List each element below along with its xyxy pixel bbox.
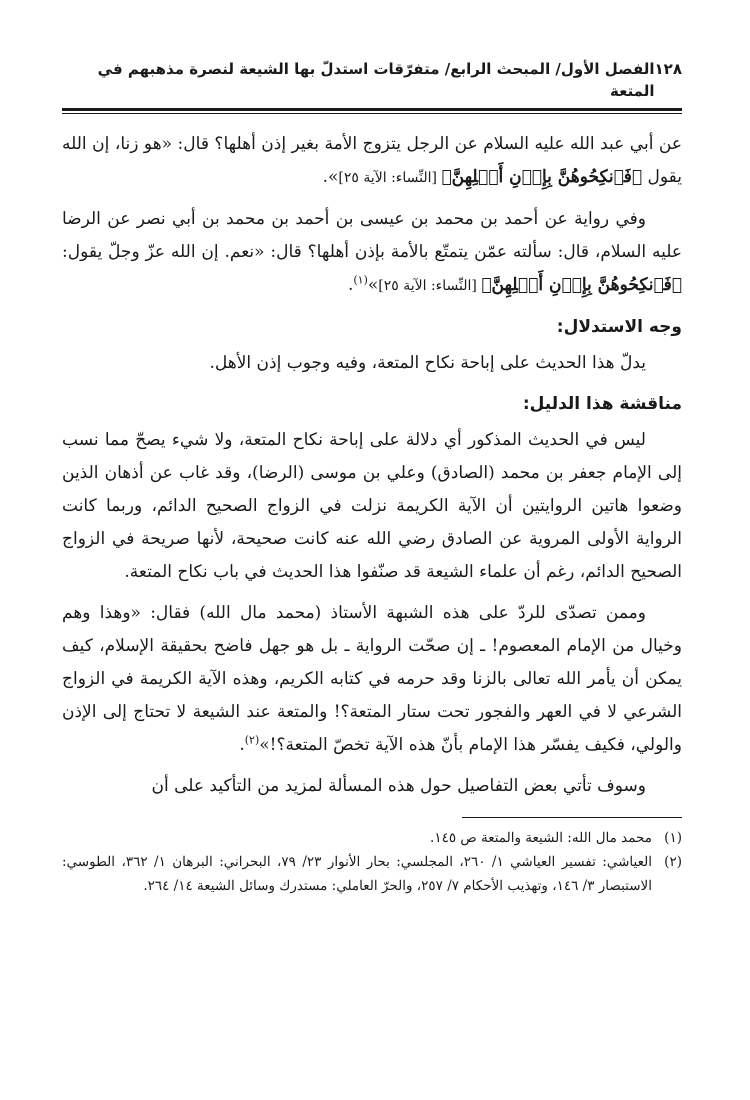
running-header [62, 58, 682, 108]
footnote-ref-1[interactable]: (١) [353, 273, 368, 287]
paragraph-4-text: ليس في الحديث المذكور أي دلالة على إباحة نكاح المتعة، ولا شيء يصحّ مما نسب إلى الإمام جعفر بن محمد (الصادق) وعلي بن موسى (الرضا)، وقد غاب عن أذهان الذين وضعوا هاتين الروايتين أن الآية الكريمة نزلت في الزواج الصحيح الدائم، وربما كانت الرواية الأولى المروية عن الصادق رضي الله عنه كانت صحيحة، لأنها صريحة في الزواج الصحيح الدائم، رغم أن علماء الشيعة قد صنّفوا هذا الحديث في باب نكاح المتعة. [62, 430, 682, 582]
book-page [62, 58, 682, 1078]
paragraph-4 [62, 424, 682, 589]
footnote-separator [462, 817, 682, 818]
paragraph-3-text: يدلّ هذا الحديث على إباحة نكاح المتعة، وفيه وجوب إذن الأهل. [209, 353, 646, 373]
paragraph-6 [62, 770, 682, 803]
footnotes [62, 826, 682, 898]
running-title: الفصل الأول/ المبحث الرابع/ متفرّقات استدلّ بها الشيعة لنصرة مذهبهم في المتعة [97, 60, 655, 100]
footnote-text: محمد مال الله: الشيعة والمتعة ص ١٤٥. [430, 830, 652, 846]
paragraph-5-text: وممن تصدّى للردّ على هذه الشبهة الأستاذ (محمد مال الله) فقال: «وهذا وهم وخيال من الإمام المعصوم! ـ إن صحّت الرواية ـ بل هو جهل فاضح بحقيقة الإسلام، كيف يمكن أن يأمر الله تعالى بالزنا وقد حرمه في كتابه الكريم، وهذه الآية الكريمة في الزواج الشرعي لا في العهر والفجور تحت ستار المتعة؟! والمتعة عند الشيعة لا تحتاج إلى الإذن والولي، فكيف يفسّر هذا الإمام بأنّ هذه الآية تخصّ المتعة؟!» [62, 603, 682, 755]
footnote-2 [62, 850, 682, 898]
paragraph-5-end: . [239, 735, 245, 755]
verse-citation: [النِّساء: الآية ٢٥] [338, 170, 442, 186]
paragraph-2 [62, 203, 682, 303]
verse-citation: [النِّساء: الآية ٢٥] [378, 278, 482, 294]
paragraph-6-text: وسوف تأتي بعض التفاصيل حول هذه المسألة لمزيد من التأكيد على أن [151, 776, 646, 796]
page-number: ١٢٨ [654, 60, 682, 78]
header-rule-thin [62, 113, 682, 114]
paragraph-2-close: » [367, 275, 379, 295]
footnote-number: (١) [664, 830, 682, 846]
footnote-1 [62, 826, 682, 850]
quran-verse: ﴿فَٱنكِحُوهُنَّ بِإِذۡنِ أَهۡلِهِنَّ﴾ [441, 167, 643, 187]
header-rule-thick [62, 108, 682, 111]
footnote-number: (٢) [664, 854, 682, 870]
paragraph-5 [62, 597, 682, 762]
heading-inference: وجه الاستدلال: [556, 317, 682, 337]
paragraph-1 [62, 128, 682, 195]
quran-verse: ﴿فَٱنكِحُوهُنَّ بِإِذۡنِ أَهۡلِهِنَّ﴾ [481, 275, 682, 295]
paragraph-1-text: عن أبي عبد الله عليه السلام عن الرجل يتزوج الأمة بغير إذن أهلها؟ قال: «هو زنا، إن الله يقول [62, 134, 682, 187]
paragraph-3 [62, 347, 682, 380]
paragraph-2-end: . [347, 275, 354, 295]
paragraph-2-text: وفي رواية عن أحمد بن محمد بن عيسى بن أحمد بن محمد بن أبي نصر عن الرضا عليه السلام، قال: سألته عمّن يتمتّع بالأمة بإذن أهلها؟ قال: «نعم. إن الله عزّ وجلّ يقول: [62, 209, 682, 262]
footnote-text: العياشي: تفسير العياشي ١/ ٢٦٠، المجلسي: بحار الأنوار ٢٣/ ٧٩، البحراني: البرهان ١/ ٣٦٢، الطوسي: الاستبصار ٣/ ١٤٦، وتهذيب الأحكام ٧/ ٢٥٧، والحرّ العاملي: مستدرك وسائل الشيعة ١٤/ ٢٦٤. [62, 854, 652, 894]
paragraph-1-close: ». [322, 167, 339, 187]
heading-discussion: مناقشة هذا الدليل: [522, 394, 682, 414]
footnote-ref-2[interactable]: (٢) [244, 733, 260, 747]
